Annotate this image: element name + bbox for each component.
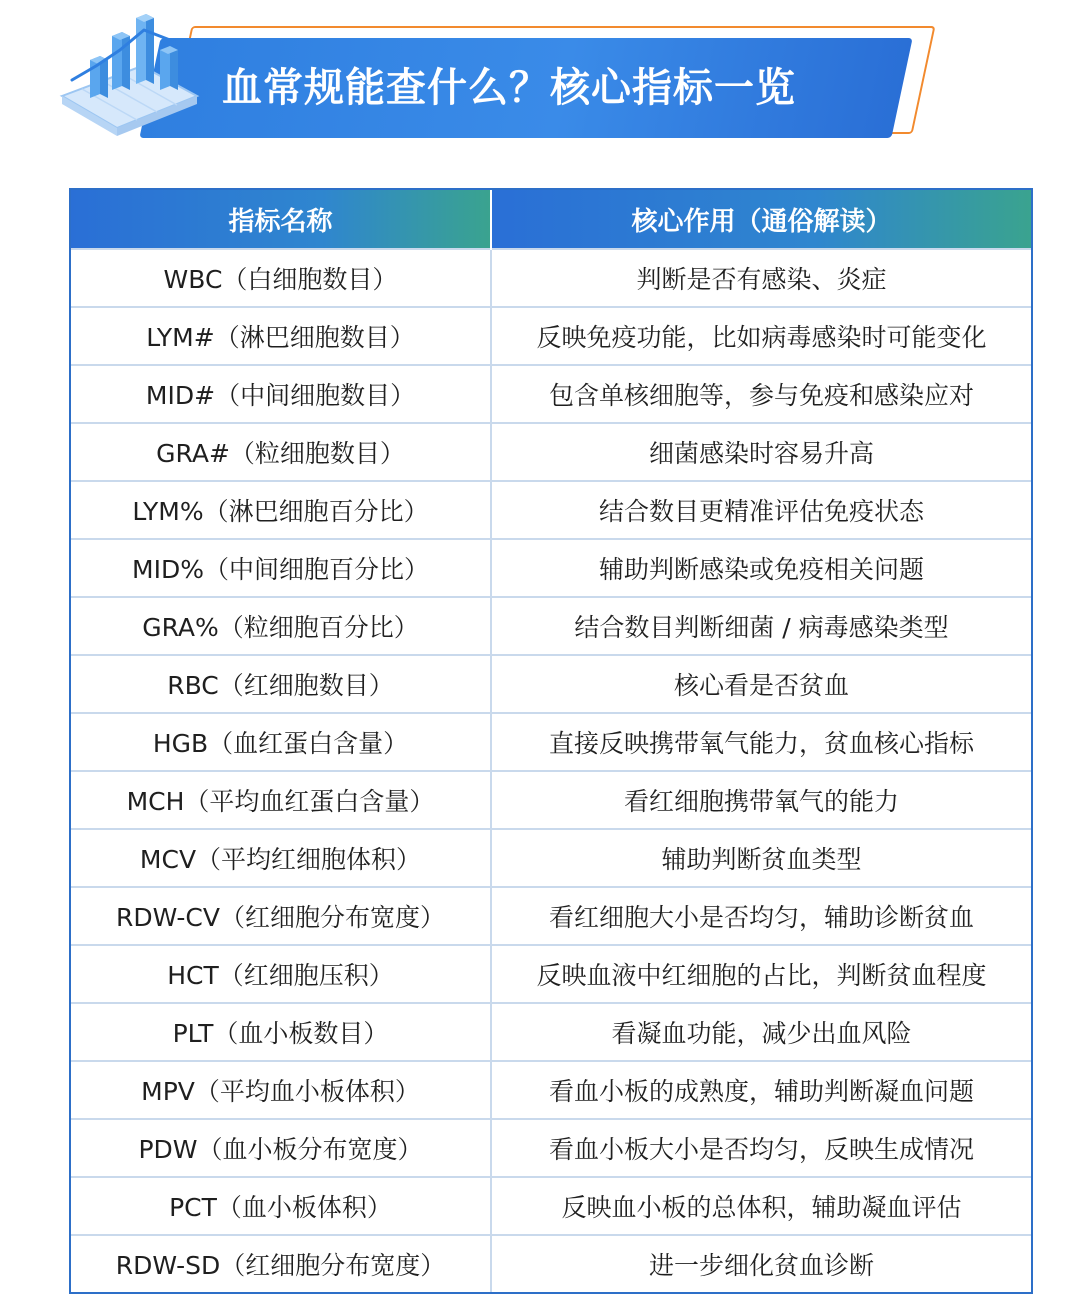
indicator-description: 辅助判断贫血类型: [491, 829, 1031, 887]
indicator-name: RDW-SD（红细胞分布宽度）: [71, 1235, 491, 1292]
table-row: [71, 1235, 1031, 1292]
indicator-description: 判断是否有感染、炎症: [491, 249, 1031, 307]
indicator-description: 反映血液中红细胞的占比，判断贫血程度: [491, 945, 1031, 1003]
indicator-name: MCH（平均血红蛋白含量）: [71, 771, 491, 829]
column-header-function: 核心作用（通俗解读）: [491, 190, 1031, 249]
table-row: [71, 945, 1031, 1003]
indicator-name: GRA#（粒细胞数目）: [71, 423, 491, 481]
indicator-description: 进一步细化贫血诊断: [491, 1235, 1031, 1292]
indicator-description: 看红细胞大小是否均匀，辅助诊断贫血: [491, 887, 1031, 945]
indicator-description: 细菌感染时容易升高: [491, 423, 1031, 481]
page-title: 血常规能查什么？核心指标一览: [222, 65, 796, 111]
indicator-name: MPV（平均血小板体积）: [71, 1061, 491, 1119]
indicator-name: WBC（白细胞数目）: [71, 249, 491, 307]
indicator-name: LYM%（淋巴细胞百分比）: [71, 481, 491, 539]
table-body: [71, 249, 1031, 1292]
indicator-name: RBC（红细胞数目）: [71, 655, 491, 713]
indicator-description: 结合数目判断细菌 / 病毒感染类型: [491, 597, 1031, 655]
table-row: [71, 771, 1031, 829]
indicator-description: 看红细胞携带氧气的能力: [491, 771, 1031, 829]
table-row: [71, 365, 1031, 423]
bar-chart-icon: [52, 10, 202, 150]
indicator-table-grid: [71, 190, 1031, 1292]
table-row: [71, 887, 1031, 945]
indicator-name: PDW（血小板分布宽度）: [71, 1119, 491, 1177]
indicator-description: 核心看是否贫血: [491, 655, 1031, 713]
indicator-description: 辅助判断感染或免疫相关问题: [491, 539, 1031, 597]
table-header-row: [71, 190, 1031, 249]
table-row: [71, 829, 1031, 887]
table-row: [71, 481, 1031, 539]
indicator-description: 看血小板大小是否均匀，反映生成情况: [491, 1119, 1031, 1177]
indicator-name: HGB（血红蛋白含量）: [71, 713, 491, 771]
indicator-description: 结合数目更精准评估免疫状态: [491, 481, 1031, 539]
table-row: [71, 597, 1031, 655]
table-row: [71, 249, 1031, 307]
table-header: [71, 190, 1031, 249]
table-row: [71, 1061, 1031, 1119]
indicator-name: PCT（血小板体积）: [71, 1177, 491, 1235]
indicator-description: 直接反映携带氧气能力，贫血核心指标: [491, 713, 1031, 771]
table-row: [71, 1177, 1031, 1235]
indicator-description: 反映免疫功能，比如病毒感染时可能变化: [491, 307, 1031, 365]
indicator-name: GRA%（粒细胞百分比）: [71, 597, 491, 655]
column-header-name: 指标名称: [71, 190, 491, 249]
indicator-name: RDW-CV（红细胞分布宽度）: [71, 887, 491, 945]
indicator-description: 反映血小板的总体积，辅助凝血评估: [491, 1177, 1031, 1235]
indicator-description: 看血小板的成熟度，辅助判断凝血问题: [491, 1061, 1031, 1119]
indicator-name: MID%（中间细胞百分比）: [71, 539, 491, 597]
indicator-name: LYM#（淋巴细胞数目）: [71, 307, 491, 365]
indicator-table: [69, 188, 1033, 1294]
table-row: [71, 713, 1031, 771]
title-banner: [0, 0, 1080, 160]
table-row: [71, 307, 1031, 365]
table-row: [71, 423, 1031, 481]
indicator-name: MID#（中间细胞数目）: [71, 365, 491, 423]
table-row: [71, 655, 1031, 713]
indicator-name: PLT（血小板数目）: [71, 1003, 491, 1061]
indicator-description: 看凝血功能，减少出血风险: [491, 1003, 1031, 1061]
indicator-description: 包含单核细胞等，参与免疫和感染应对: [491, 365, 1031, 423]
table-row: [71, 1003, 1031, 1061]
table-row: [71, 1119, 1031, 1177]
indicator-name: HCT（红细胞压积）: [71, 945, 491, 1003]
indicator-name: MCV（平均红细胞体积）: [71, 829, 491, 887]
table-row: [71, 539, 1031, 597]
